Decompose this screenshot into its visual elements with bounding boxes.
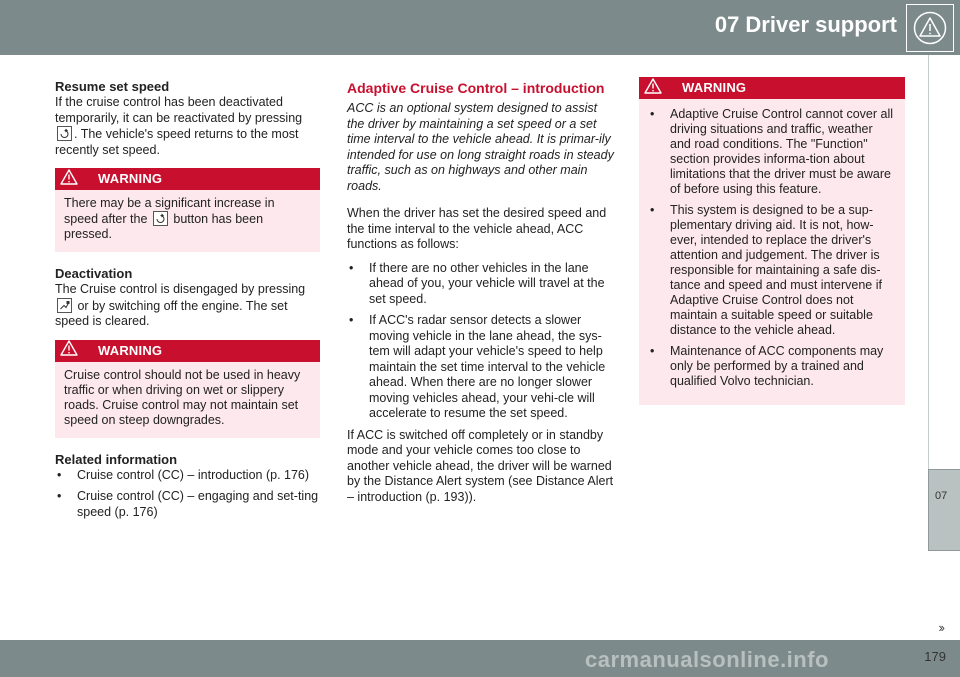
resume-heading: Resume set speed xyxy=(55,79,170,94)
warning-triangle-icon xyxy=(644,78,662,99)
warning-label: WARNING xyxy=(98,342,163,358)
warning-header xyxy=(55,340,320,362)
side-strip xyxy=(928,55,960,469)
section-heading: Adaptive Cruise Control – introduction xyxy=(347,80,605,96)
list-item-text: If ACC's radar sensor detects a slower moving vehicle in the lane ahead, the sys-tem will adapt your vehicle's speed to help maintain the set time interval to the vehicle ahead. When there are no longer slower moving vehicles ahead, your vehi-cle will accelerate to resume the set speed. xyxy=(369,313,606,420)
warning1-text-b: button has been pressed. xyxy=(64,212,264,241)
warning-box-1 xyxy=(55,168,320,252)
warning-list xyxy=(648,107,896,389)
bullet-icon: • xyxy=(650,107,655,121)
list-item xyxy=(347,261,615,308)
column-1 xyxy=(55,79,320,526)
column-3 xyxy=(639,77,905,419)
deactivation-heading: Deactivation xyxy=(55,266,133,281)
page-header xyxy=(0,0,960,55)
resume-text-a: If the cruise control has been deactivated temporarily, it can be reactivated by pressing xyxy=(55,95,303,125)
warning-header xyxy=(55,168,320,190)
next-page-arrows[interactable]: ›› xyxy=(938,620,943,635)
bullet-icon: • xyxy=(650,344,655,358)
column-2 xyxy=(347,79,615,513)
page-number: 179 xyxy=(924,649,946,664)
list-item-text: Adaptive Cruise Control cannot cover all driving situations and traffic, weather and road conditions. The "Function" section provides informa-tion about limitations that the driver must be aware of before using this feature. xyxy=(670,107,894,196)
related-link[interactable]: Cruise control (CC) – introduction (p. 176) xyxy=(77,467,310,482)
list-item xyxy=(648,203,896,338)
function-paragraph: When the driver has set the desired speed and the time interval to the vehicle ahead, ACC functions as follows: xyxy=(347,206,607,251)
bullet-icon: • xyxy=(349,313,354,327)
warning-triangle-icon xyxy=(60,169,78,190)
distance-alert-paragraph: If ACC is switched off completely or in standby mode and your vehicle comes too close to another vehicle ahead, the driver will be warned by the Distance Alert system (see Distance Alert – introduction (p. 193)). xyxy=(347,427,614,504)
warning-header xyxy=(639,77,905,99)
bullet-icon: • xyxy=(349,260,354,275)
chapter-tab-label: 07 xyxy=(935,490,948,502)
list-item[interactable] xyxy=(55,489,320,520)
related-link[interactable]: Cruise control (CC) – engaging and set-ting speed (p. 176) xyxy=(77,489,319,519)
bullet-icon: • xyxy=(650,203,655,217)
deactivation-paragraph xyxy=(55,282,320,330)
bullet-icon: • xyxy=(57,489,62,503)
chapter-title: 07 Driver support xyxy=(714,12,897,37)
chapter-tab[interactable] xyxy=(928,469,960,551)
list-item xyxy=(648,107,896,197)
warning-text xyxy=(639,99,905,405)
resume-paragraph xyxy=(55,95,320,158)
list-item-text: This system is designed to be a sup-plementary driving aid. It is not, how-ever, intended to replace the driver's attention and judgement. The driver is responsible for maintaining a safe dis-tance and speed and must intervene if Adaptive Cruise Control does not maintain a suitable speed or suitable distance to the vehicle ahead. xyxy=(670,203,882,337)
cruise-off-icon xyxy=(57,298,72,313)
bullet-icon: • xyxy=(57,467,62,482)
intro-paragraph: ACC is an optional system designed to assist the driver by maintaining a set speed or a set time interval to the vehicle ahead. It is primar-ily intended for use on long straight roads in steady traffic, such as on highways and other main roads. xyxy=(347,101,614,193)
list-item xyxy=(648,344,896,389)
function-list xyxy=(347,261,615,422)
deactivation-text-b: or by switching off the engine. The set speed is cleared. xyxy=(55,298,288,328)
warning-label: WARNING xyxy=(682,80,747,96)
resume-text-b: . The vehicle's speed returns to the most recently set speed. xyxy=(55,127,299,157)
warning-box-2 xyxy=(55,340,320,438)
warning-triangle-icon xyxy=(906,4,954,52)
list-item xyxy=(347,313,615,422)
warning-text xyxy=(55,190,320,252)
deactivation-text-a: The Cruise control is disengaged by pressing xyxy=(55,282,306,296)
resume-arrow-icon xyxy=(57,126,72,141)
resume-arrow-icon xyxy=(153,211,168,226)
related-heading: Related information xyxy=(55,451,178,467)
warning-triangle-icon xyxy=(60,340,78,361)
warning-box-3 xyxy=(639,77,905,405)
warning-text: Cruise control should not be used in heavy traffic or when driving on wet or slippery roads. Cruise control may not maintain set speed on steep downgrades. xyxy=(64,367,301,427)
warning-label: WARNING xyxy=(98,171,163,187)
list-item-text: Maintenance of ACC components may only be performed by a trained and qualified Volvo technician. xyxy=(670,344,884,388)
warning1-text-a: There may be a significant increase in speed after the xyxy=(64,196,275,226)
list-item[interactable] xyxy=(55,468,320,484)
related-list xyxy=(55,468,320,521)
list-item-text: If there are no other vehicles in the lane ahead of you, your vehicle will travel at the set speed. xyxy=(369,260,605,306)
watermark: carmanualsonline.info xyxy=(585,647,829,672)
